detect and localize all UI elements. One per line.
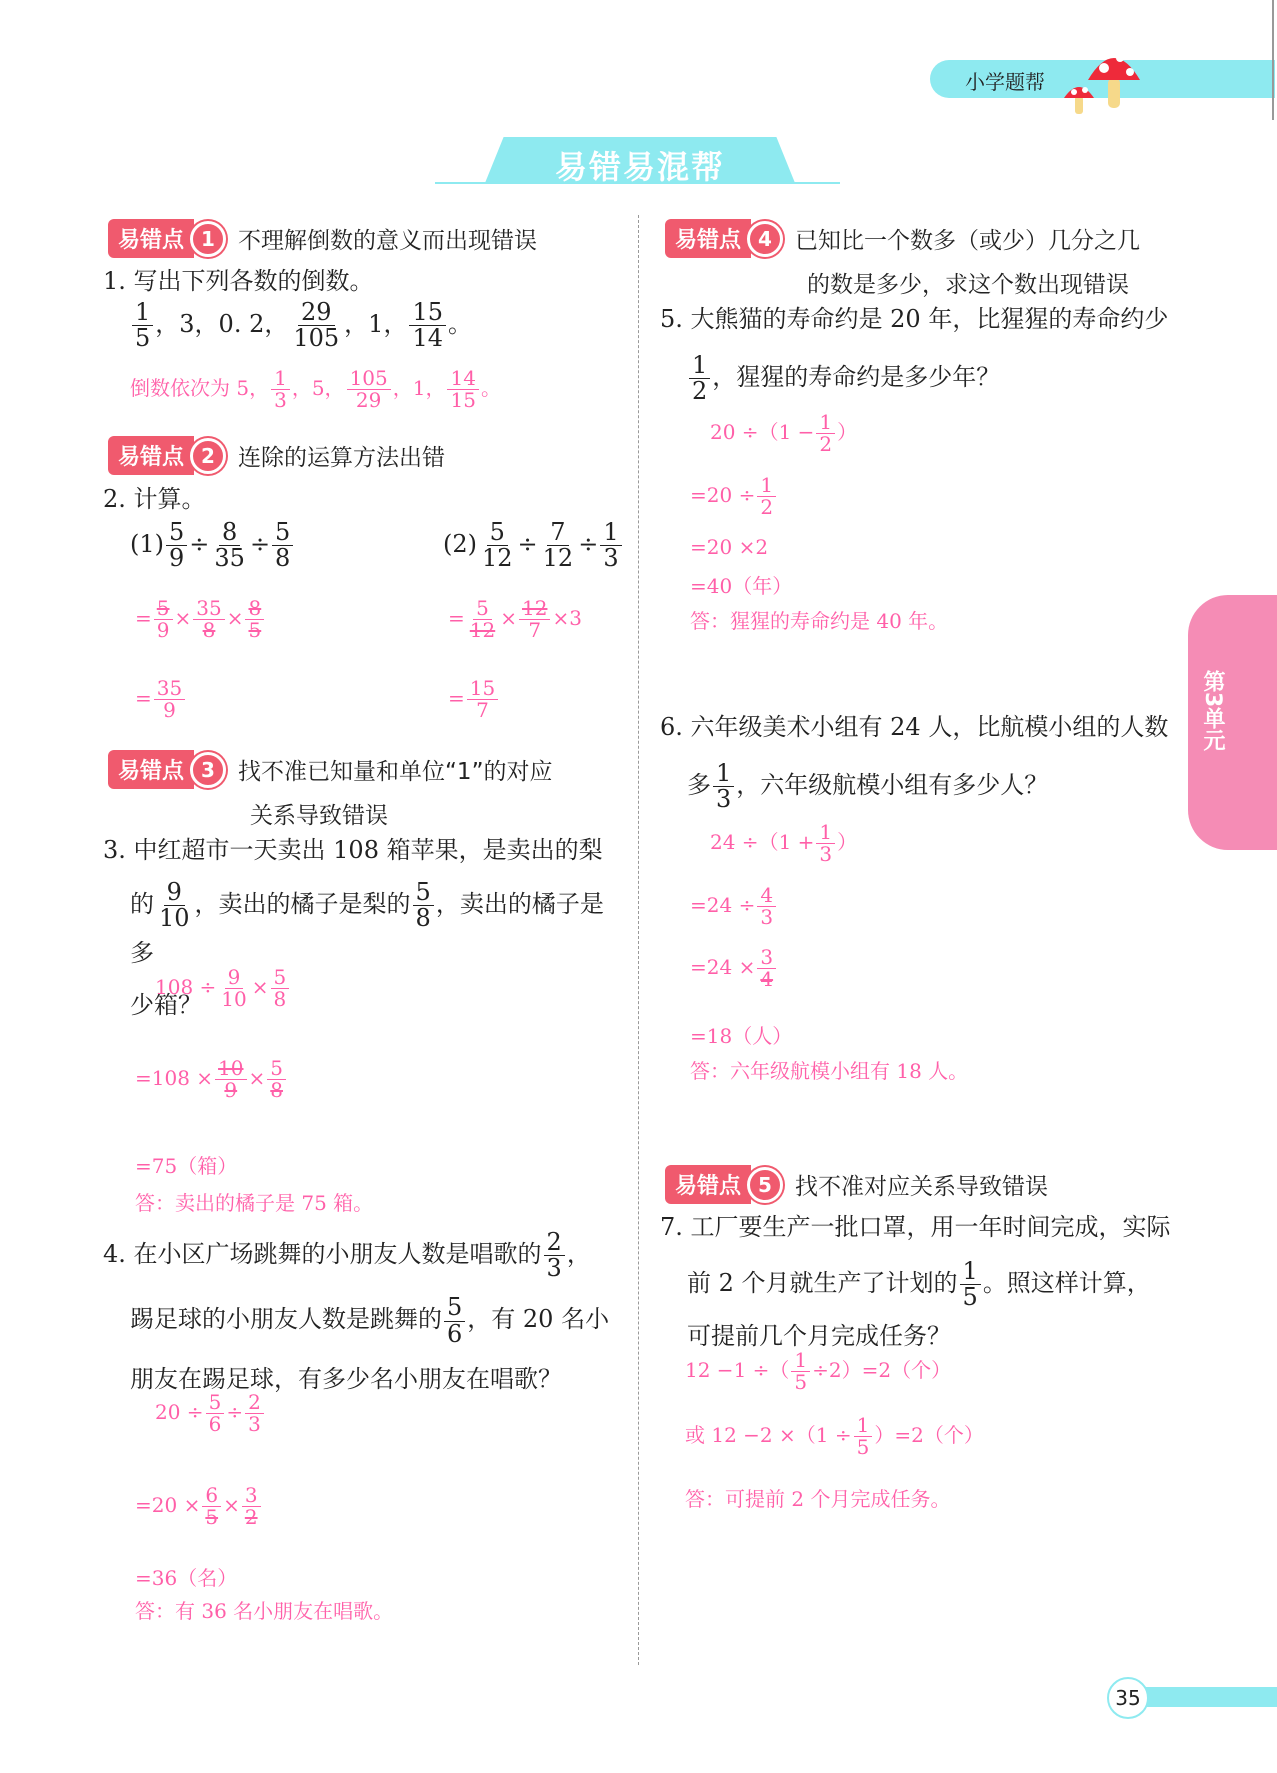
error-tag-1: [108, 219, 537, 258]
answer-2-part-1-step-2: = $\frac{35}{9}$: [135, 678, 187, 721]
question-3: 3. 中红超市一天卖出 108 箱苹果，是卖出的梨 的 $\frac{9}{10}$ ，卖出的橘子是梨的 $\frac{5}{8}$ ，卖出的橘子是多 少箱？: [103, 836, 604, 1019]
tag-number: 2: [190, 438, 226, 474]
answer-5-step-1: 20 ÷（1 − $\frac{1}{2}$ ）: [710, 410, 858, 456]
error-tag-3: [108, 750, 552, 789]
answer-7-final: 答：可提前 2 个月完成任务。: [685, 1487, 951, 1511]
question-1-prompt: 1. 写出下列各数的倒数。: [103, 267, 374, 295]
question-1-numbers: $\frac{1}{5}$ ，3，0. 2， $\frac{29}{105}$ ，1， $\frac{15}{14}$ 。: [130, 300, 472, 351]
answer-4-final: 答：有 36 名小朋友在唱歌。: [135, 1599, 394, 1623]
tag-badge: 易错点: [665, 219, 751, 258]
brand-label: 小学题帮: [965, 70, 1045, 94]
tag-title: 已知比一个数多（或少）几分之几: [795, 228, 1141, 254]
tag-title: 连除的运算方法出错: [238, 445, 446, 471]
fraction: $\frac{1}{5}$: [132, 300, 153, 351]
fraction: $\frac{15}{14}$: [409, 300, 446, 351]
tag-number: 3: [190, 752, 226, 788]
answer-7-step-2: 或 12 −2 ×（1 ÷ $\frac{1}{5}$ ）=2（个）: [685, 1413, 984, 1459]
error-tag-2: [108, 436, 445, 475]
question-4: 4. 在小区广场跳舞的小朋友人数是唱歌的 $\frac{2}{3}$ ， 踢足球的小朋友人数是跳舞的 $\frac{5}{6}$ ，有 20 名小 朋友在踢足球，有多少名小朋友在唱歌？: [103, 1228, 610, 1393]
answer-1: 倒数依次为 5， $\frac{1}{3}$ ，5， $\frac{105}{29}$ ，1， $\frac{14}{15}$ 。: [130, 366, 501, 412]
answer-5-final: 答：猩猩的寿命约是 40 年。: [690, 609, 949, 633]
answer-7-step-1: 12 −1 ÷（ $\frac{1}{5}$ ÷2）=2（个）: [685, 1348, 952, 1394]
banner-title: 易错易混帮: [554, 148, 725, 186]
question-7: 7. 工厂要生产一批口罩，用一年时间完成，实际 前 2 个月就生产了计划的 $\frac{1}{5}$ 。照这样计算， 可提前几个月完成任务？: [660, 1213, 1171, 1350]
tag-title: 不理解倒数的意义而出现错误: [238, 228, 538, 254]
tag-badge: 易错点: [108, 219, 194, 258]
tag-title-line-2: 关系导致错误: [250, 803, 388, 829]
answer-6-step-4: =18（人）: [690, 1024, 793, 1048]
tag-number: 1: [190, 221, 226, 257]
answer-2-part-1-step-1: = $\frac{5}{9}$ × $\frac{35}{8}$ × $\frac{8}{5}$: [135, 598, 266, 641]
question-2-prompt: 2. 计算。: [103, 485, 206, 513]
tag-title: 找不准已知量和单位“1”的对应: [238, 759, 553, 785]
answer-5-step-3: =20 ×2: [690, 535, 769, 559]
question-6: 6. 六年级美术小组有 24 人，比航模小组的人数 多 $\frac{1}{3}$ ，六年级航模小组有多少人？: [660, 713, 1169, 813]
fraction: $\frac{29}{105}$: [293, 298, 340, 353]
error-tag-4: [665, 219, 1140, 258]
column-divider: [638, 215, 639, 1665]
answer-6-step-3: =24 × $\frac{3}{4}$: [690, 947, 778, 990]
answer-2-part-2-step-2: = $\frac{15}{7}$: [448, 678, 500, 721]
answer-4-step-2: =20 × $\frac{6}{5}$ × $\frac{3}{2}$: [135, 1485, 263, 1528]
tag-badge: 易错点: [108, 750, 194, 789]
page-number: 35: [1107, 1677, 1149, 1719]
error-tag-5: [665, 1165, 1048, 1204]
answer-3-step-1: 108 ÷ $\frac{9}{10}$ × $\frac{5}{8}$: [155, 967, 291, 1010]
answer-3-step-3: =75（箱）: [135, 1154, 238, 1178]
answer-5-step-4: =40（年）: [690, 574, 793, 598]
answer-5-step-2: =20 ÷ $\frac{1}{2}$: [690, 475, 778, 518]
tag-badge: 易错点: [108, 436, 194, 475]
tag-title-line-2: 的数是多少，求这个数出现错误: [807, 272, 1129, 298]
unit-side-tab-label: 第3单元: [1200, 670, 1225, 752]
question-2-part-2: (2) $\frac{5}{12}$ ÷ $\frac{7}{12}$ ÷ $\frac{1}{3}$: [443, 520, 624, 571]
answer-4-step-3: =36（名）: [135, 1566, 238, 1590]
answer-3-final: 答：卖出的橘子是 75 箱。: [135, 1191, 374, 1215]
answer-6-final: 答：六年级航模小组有 18 人。: [690, 1059, 969, 1083]
answer-4-step-1: 20 ÷ $\frac{5}{6}$ ÷ $\frac{2}{3}$: [155, 1392, 266, 1435]
tag-title: 找不准对应关系导致错误: [795, 1174, 1049, 1200]
mushroom-icon: [1060, 40, 1150, 120]
answer-2-part-2-step-1: = $\frac{5}{12}$ × $\frac{12}{7}$ ×3: [448, 596, 582, 642]
tag-badge: 易错点: [665, 1165, 751, 1204]
tag-number: 5: [747, 1167, 783, 1203]
tag-number: 4: [747, 221, 783, 257]
answer-3-step-2: =108 × $\frac{10}{9}$ × $\frac{5}{8}$: [135, 1058, 288, 1101]
question-5: 5. 大熊猫的寿命约是 20 年，比猩猩的寿命约少 $\frac{1}{2}$ ，猩猩的寿命约是多少年？: [660, 305, 1169, 405]
right-edge-line: [1272, 0, 1274, 120]
answer-6-step-2: =24 ÷ $\frac{4}{3}$: [690, 885, 778, 928]
answer-6-step-1: 24 ÷（1 + $\frac{1}{3}$ ）: [710, 820, 858, 866]
question-2-part-1: (1) $\frac{5}{9}$ ÷ $\frac{8}{35}$ ÷ $\frac{5}{8}$: [130, 520, 295, 571]
